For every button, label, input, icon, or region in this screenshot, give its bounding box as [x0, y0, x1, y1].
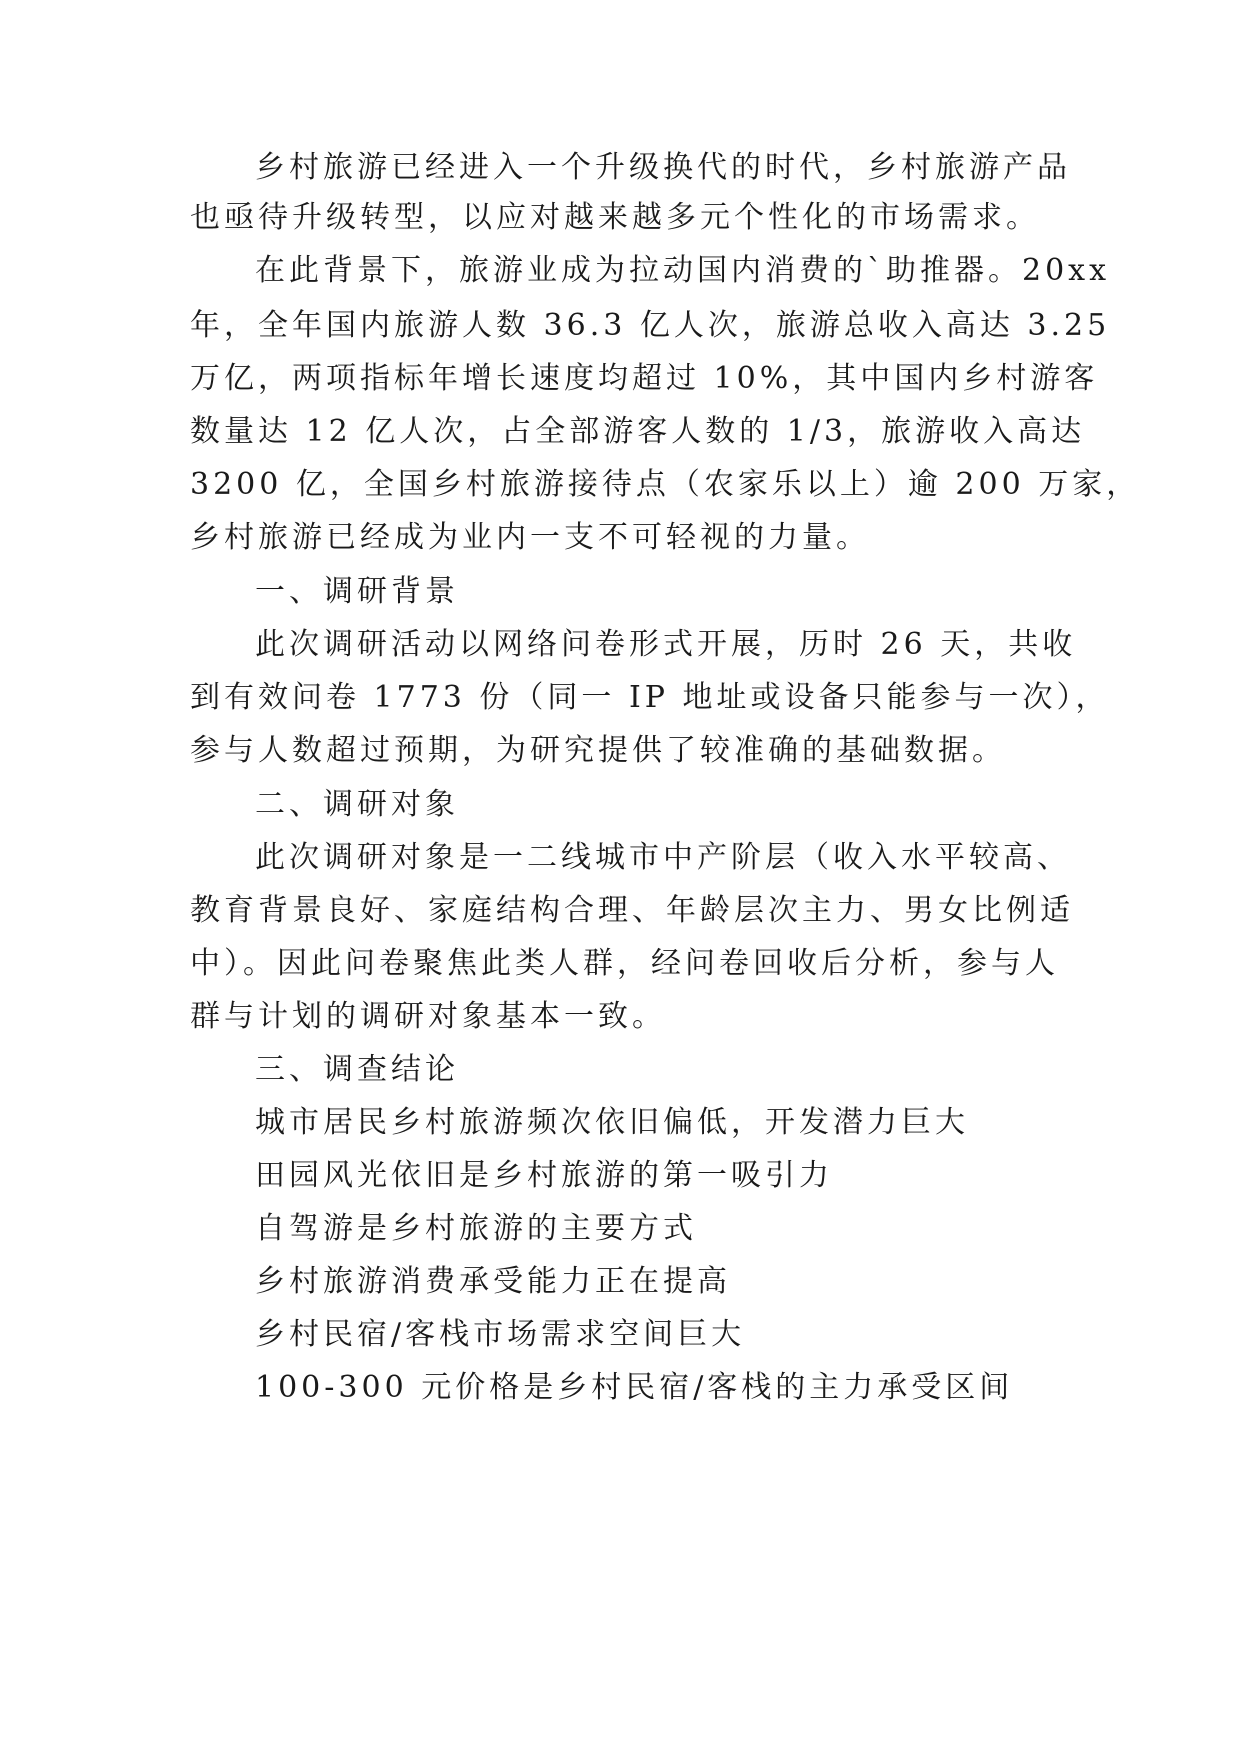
paragraph-line: 年，全年国内旅游人数 36.3 亿人次，旅游总收入高达 3.25 — [190, 308, 1111, 343]
paragraph-line: 教育背景良好、家庭结构合理、年龄层次主力、男女比例适 — [190, 893, 1074, 928]
paragraph-line: 此次调研对象是一二线城市中产阶层（收入水平较高、 — [255, 840, 1071, 875]
paragraph-line: 此次调研活动以网络问卷形式开展，历时 26 天，共收 — [255, 627, 1077, 662]
section-heading: 二、调研对象 — [255, 787, 459, 822]
conclusion-item: 100-300 元价格是乡村民宿/客栈的主力承受区间 — [255, 1370, 1014, 1405]
conclusion-item: 乡村民宿/客栈市场需求空间巨大 — [255, 1317, 746, 1352]
paragraph-line: 群与计划的调研对象基本一致。 — [190, 999, 666, 1034]
conclusion-item: 乡村旅游消费承受能力正在提高 — [255, 1264, 731, 1299]
paragraph-line: 也亟待升级转型，以应对越来越多元个性化的市场需求。 — [190, 200, 1040, 235]
paragraph-line: 乡村旅游已经成为业内一支不可轻视的力量。 — [190, 520, 870, 555]
paragraph-line: 到有效问卷 1773 份（同一 IP 地址或设备只能参与一次）， — [190, 680, 1110, 715]
section-heading: 三、调查结论 — [255, 1052, 459, 1087]
paragraph-line: 万亿，两项指标年增长速度均超过 10%，其中国内乡村游客 — [190, 361, 1099, 396]
paragraph-line: 在此背景下，旅游业成为拉动国内消费的`助推器。20xx — [255, 253, 1111, 288]
conclusion-item: 田园风光依旧是乡村旅游的第一吸引力 — [255, 1158, 833, 1193]
conclusion-item: 自驾游是乡村旅游的主要方式 — [255, 1211, 697, 1246]
paragraph-line: 3200 亿，全国乡村旅游接待点（农家乐以上）逾 200 万家， — [190, 467, 1141, 502]
section-heading: 一、调研背景 — [255, 574, 459, 609]
paragraph-line: 数量达 12 亿人次，占全部游客人数的 1/3，旅游收入高达 — [190, 414, 1086, 449]
paragraph-line: 中）。因此问卷聚焦此类人群，经问卷回收后分析，参与人 — [190, 946, 1059, 981]
paragraph-line: 参与人数超过预期，为研究提供了较准确的基础数据。 — [190, 733, 1006, 768]
conclusion-item: 城市居民乡村旅游频次依旧偏低，开发潜力巨大 — [255, 1105, 969, 1140]
paragraph-line: 乡村旅游已经进入一个升级换代的时代，乡村旅游产品 — [255, 150, 1071, 185]
